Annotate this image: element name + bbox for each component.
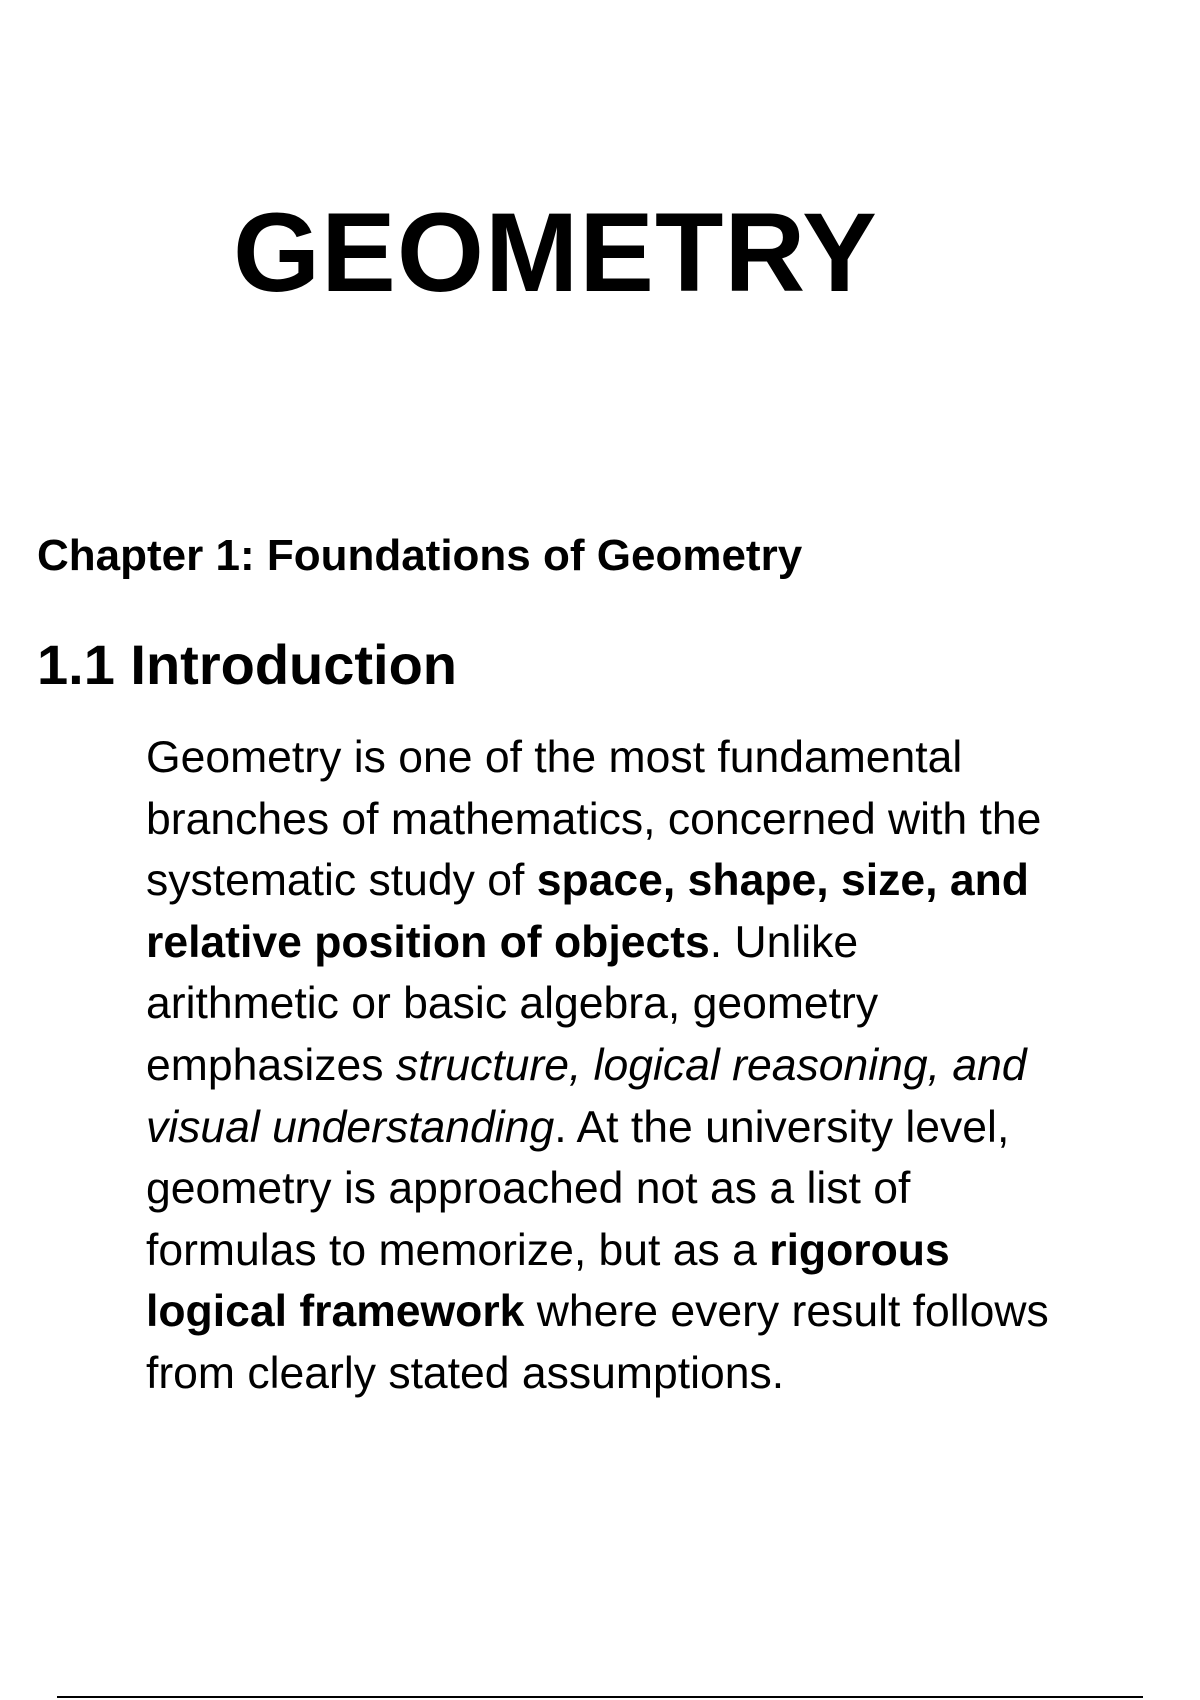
emphasis-italic: visual understanding [146,1102,555,1152]
footer-divider [57,1696,1143,1698]
emphasis-italic: structure, logical reasoning, and [395,1040,1027,1090]
paragraph-line: Geometry is one of the most fundamental [146,733,963,782]
paragraph-text: systematic study of [146,856,537,906]
emphasis-bold: space, shape, size, and [536,856,1029,906]
paragraph-line [146,1281,1146,1343]
paragraph-text: . Unlike [709,917,859,967]
paragraph-line [146,850,1146,912]
paragraph-line: arithmetic or basic algebra, geometry [146,979,879,1029]
paragraph-text: formulas to memorize, but as a [146,1225,770,1275]
introduction-paragraph [146,727,1146,1405]
emphasis-bold: relative position of objects [146,917,710,967]
chapter-heading: Chapter 1: Foundations of Geometry [37,531,803,580]
emphasis-bold: rigorous [769,1225,950,1275]
paragraph-text: where every result follows [524,1287,1049,1337]
emphasis-bold: logical framework [146,1287,525,1337]
paragraph-line: branches of mathematics, concerned with the [146,794,1042,844]
paragraph-line: from clearly stated assumptions. [146,1348,785,1398]
paragraph-line [146,1035,1146,1097]
paragraph-line [146,1220,1146,1282]
paragraph-line [146,1097,1146,1159]
paragraph-line: geometry is approached not as a list of [146,1164,911,1214]
paragraph-text: . At the university level, [554,1102,1010,1152]
paragraph-line [146,912,1146,974]
document-title: GEOMETRY [233,190,878,315]
section-heading: 1.1 Introduction [37,633,457,696]
paragraph-text: emphasizes [146,1040,396,1090]
